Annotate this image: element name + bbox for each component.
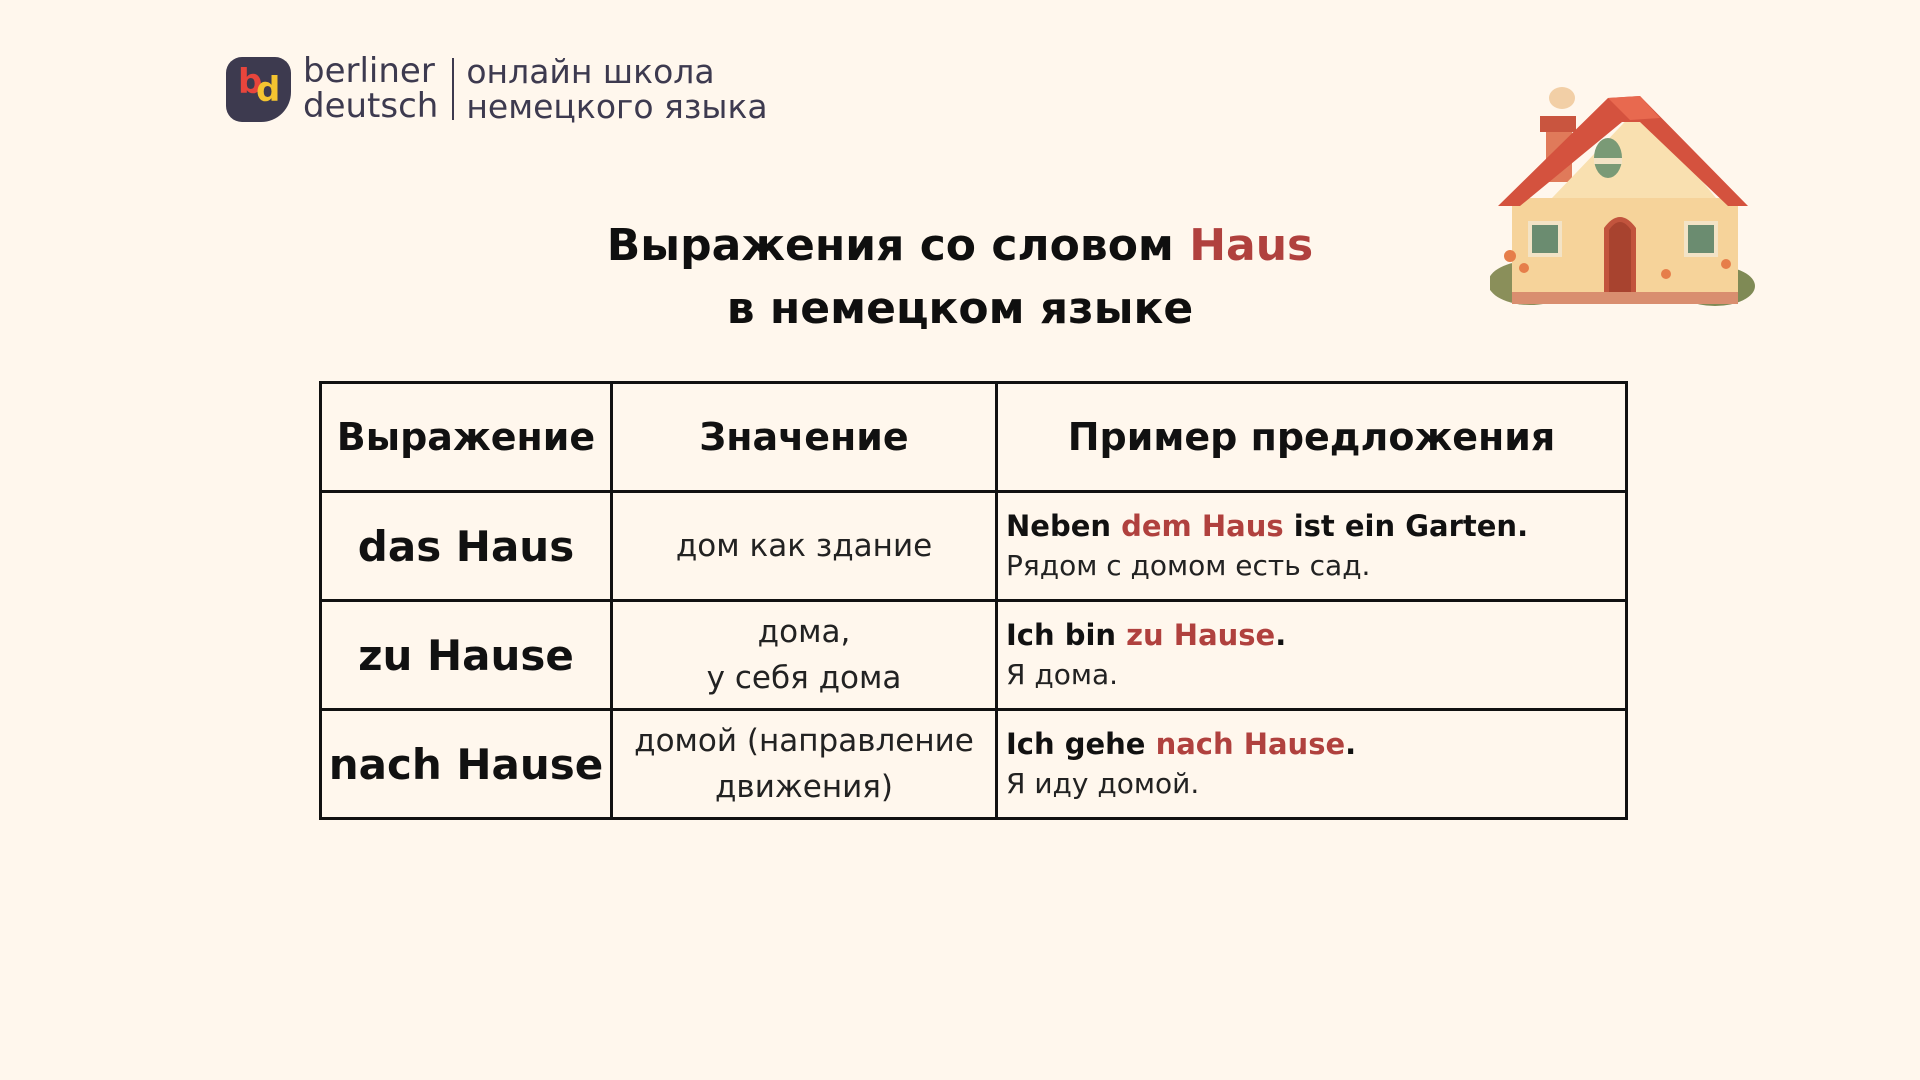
table-row bbox=[321, 710, 1627, 819]
header-meaning: Значение bbox=[612, 383, 997, 492]
example-highlight: nach Hause bbox=[1155, 727, 1346, 761]
table-header-row bbox=[321, 383, 1627, 492]
example-highlight: dem Haus bbox=[1121, 509, 1284, 543]
example-cell bbox=[997, 601, 1627, 710]
logo-tagline-line-2: немецкого языка bbox=[466, 87, 768, 126]
meaning-cell bbox=[612, 710, 997, 819]
meaning-line: дом как здание bbox=[675, 528, 933, 564]
expression-cell: das Haus bbox=[321, 492, 612, 601]
title-highlight: Haus bbox=[1189, 220, 1314, 271]
expression-cell: zu Hause bbox=[321, 601, 612, 710]
expression-cell: nach Hause bbox=[321, 710, 612, 819]
example-german bbox=[1006, 725, 1625, 764]
example-after: . bbox=[1275, 618, 1287, 652]
logo-brand-name bbox=[303, 51, 439, 126]
meaning-line: у себя дома bbox=[706, 660, 902, 696]
brand-logo bbox=[226, 51, 768, 126]
title-prefix: Выражения со словом bbox=[606, 220, 1190, 271]
meaning-line: дома, bbox=[757, 614, 851, 650]
expressions-table bbox=[319, 381, 1628, 820]
meaning-line: движения) bbox=[714, 769, 893, 805]
meaning-cell bbox=[612, 492, 997, 601]
example-translation: Рядом с домом есть сад. bbox=[1006, 549, 1371, 582]
example-before: Ich gehe bbox=[1006, 727, 1156, 761]
page-title-line-2: в немецком языке bbox=[726, 283, 1194, 334]
header-example: Пример предложения bbox=[997, 383, 1627, 492]
logo-tagline bbox=[466, 54, 767, 124]
example-translation: Я иду домой. bbox=[1006, 767, 1200, 800]
logo-divider bbox=[452, 58, 454, 120]
example-translation: Я дома. bbox=[1006, 658, 1119, 691]
logo-mark-icon bbox=[226, 57, 291, 122]
example-before: Ich bin bbox=[1006, 618, 1127, 652]
table-row bbox=[321, 601, 1627, 710]
example-cell bbox=[997, 710, 1627, 819]
example-german bbox=[1006, 616, 1625, 655]
table-row bbox=[321, 492, 1627, 601]
page-title bbox=[0, 214, 1920, 340]
page-title-line-1 bbox=[0, 214, 1920, 277]
logo-brand-line-2: deutsch bbox=[303, 86, 439, 126]
logo-tagline-line-1: онлайн школа bbox=[466, 52, 715, 91]
example-cell bbox=[997, 492, 1627, 601]
meaning-line: домой (направление bbox=[634, 723, 974, 759]
logo-mark-letter-d: d bbox=[256, 69, 281, 110]
logo-brand-line-1: berliner bbox=[303, 51, 435, 91]
header-expression: Выражение bbox=[321, 383, 612, 492]
example-after: ist ein Garten. bbox=[1283, 509, 1529, 543]
example-before: Neben bbox=[1006, 509, 1122, 543]
example-highlight: zu Hause bbox=[1126, 618, 1276, 652]
meaning-cell bbox=[612, 601, 997, 710]
logo-mark-letter-b: b bbox=[238, 61, 263, 102]
example-after: . bbox=[1345, 727, 1357, 761]
example-german bbox=[1006, 507, 1625, 546]
